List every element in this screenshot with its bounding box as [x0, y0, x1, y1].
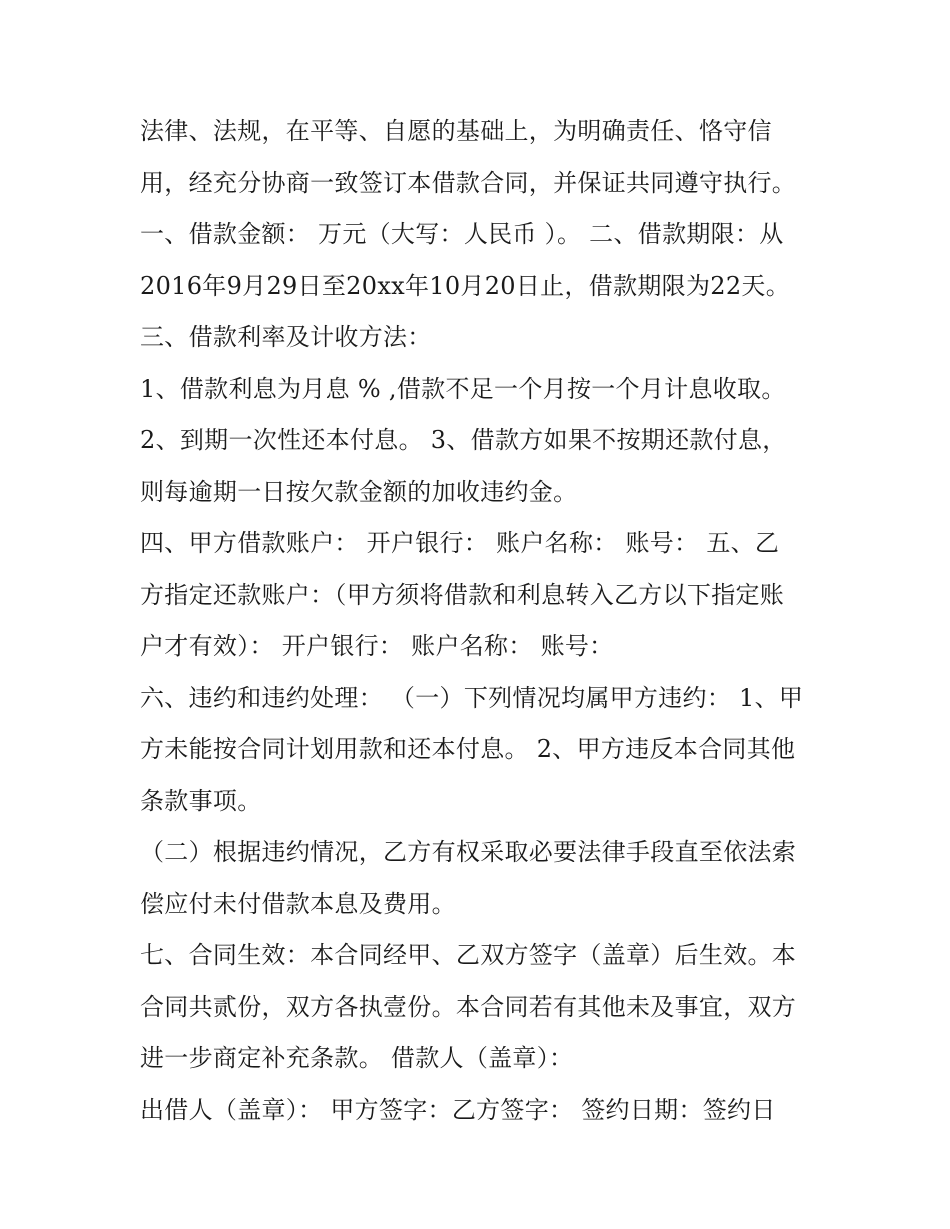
- text-line: 进一步商定补充条款。 借款人（盖章）：: [140, 1044, 574, 1072]
- text-line: 条款事项。: [140, 786, 262, 815]
- text-line: 出借人（盖章）： 甲方签字：乙方签字： 签约日期：签约日: [140, 1095, 776, 1124]
- text-line: 四、甲方借款账户： 开户银行： 账户名称： 账号： 五、乙: [140, 529, 780, 557]
- text-line: 七、合同生效：本合同经甲、乙双方签字（盖章）后生效。本: [140, 941, 797, 969]
- text-line: 用，经充分协商一致签订本借款合同，并保证共同遵守执行。: [140, 168, 797, 197]
- text-line: 方未能按合同计划用款和还本付息。 2、甲方违反本合同其他: [140, 735, 796, 763]
- text-line: 法律、法规，在平等、自愿的基础上，为明确责任、恪守信: [140, 117, 772, 145]
- text-line: 2016年9月29日至20xx年10月20日止，借款期限为22天。: [140, 271, 791, 300]
- contract-body: [140, 106, 820, 1136]
- text-line: 则每逾期一日按欠款金额的加收违约金。: [140, 477, 578, 506]
- text-line: 六、违约和违约处理： （一）下列情况均属甲方违约： 1、甲: [140, 683, 804, 712]
- text-line: 2、到期一次性还本付息。 3、借款方如果不按期还款付息，: [140, 426, 787, 454]
- text-line: 偿应付未付借款本息及费用。: [140, 889, 456, 918]
- text-line: 三、借款利率及计收方法：: [140, 323, 432, 351]
- text-line: 户才有效）： 开户银行： 账户名称： 账号：: [140, 632, 614, 660]
- text-line: 方指定还款账户：（甲方须将借款和利息转入乙方以下指定账: [140, 580, 785, 609]
- text-line: 一、借款金额： 万元（大写：人民币 ）。 二、借款期限：从: [140, 220, 784, 248]
- text-line: （二）根据违约情况，乙方有权采取必要法律手段直至依法索: [140, 838, 797, 866]
- text-line: 合同共贰份，双方各执壹份。本合同若有其他未及事宜，双方: [140, 992, 797, 1021]
- text-line: 1、借款利息为月息 % ,借款不足一个月按一个月计息收取。: [140, 374, 786, 403]
